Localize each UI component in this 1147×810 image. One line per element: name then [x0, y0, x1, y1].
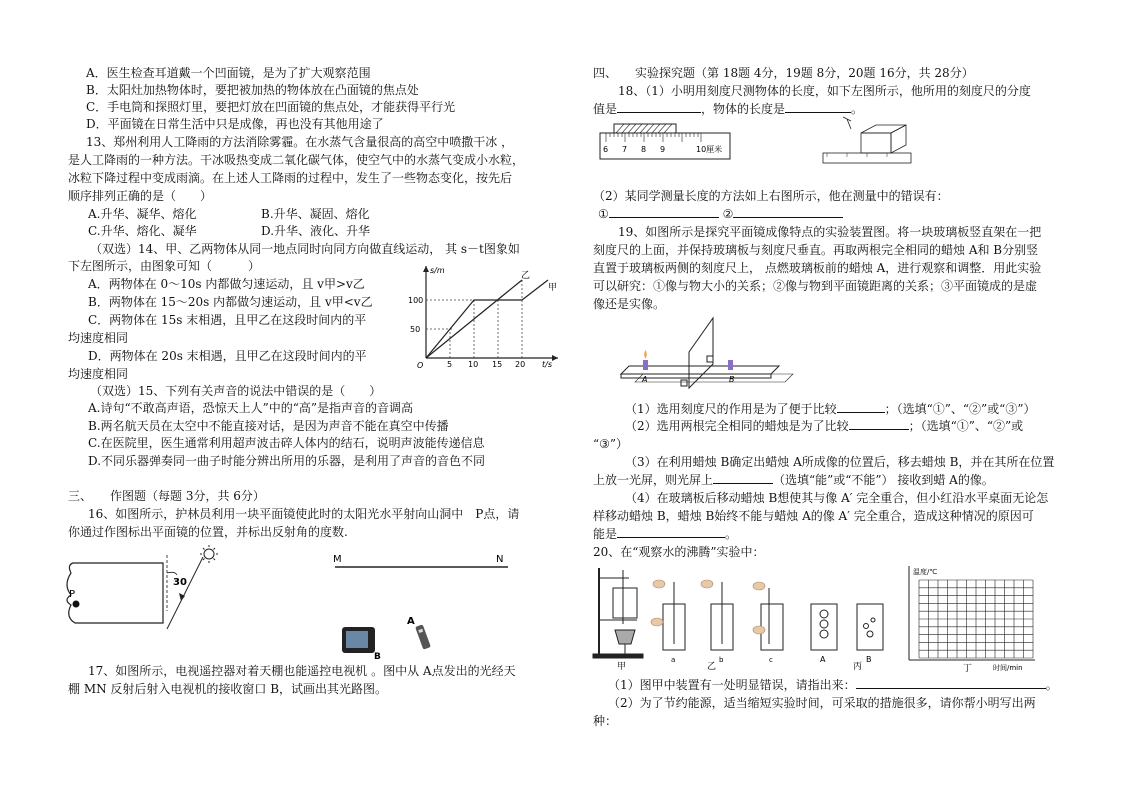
label-c-small: c: [769, 656, 773, 664]
q19-3-line-1: （3）在利用蜡烛 B确定出蜡烛 A所成像的位置后，移去蜡烛 B，并在其所在位置: [625, 455, 1055, 469]
candle-a: [643, 360, 648, 370]
st-xtick-5: 5: [447, 360, 453, 369]
q19-line-4: 可以研究：①像与物大小的关系；②像与物到平面镜距离的关系；③平面镜成的是虚: [593, 279, 1038, 293]
q14-line-1: （双选）14、甲、乙两物体从同一地点同时向同方向做直线运动， 其 s－t图象如: [90, 242, 520, 256]
candle-b-label: B: [729, 375, 735, 384]
st-xtick-10: 10: [468, 360, 479, 369]
q19-line-1: 19、如图所示是探究平面镜成像特点的实验装置图。将一块玻璃板竖直架在一把: [618, 225, 1042, 239]
st-xlabel: t/s: [542, 360, 552, 369]
tv-icon: [342, 627, 375, 653]
q19-line-2: 刻度尺的上面，并保持玻璃板与刻度尺垂直。再取两根完全相同的蜡烛 A和 B分别竖: [593, 243, 1039, 257]
beakers-bing: [811, 604, 883, 650]
ruler-label-9: 9: [660, 145, 666, 154]
label-a: A: [407, 616, 415, 627]
section-3-title: 三、 作图题（每题 3分，共 6分）: [68, 489, 265, 503]
q15-stem: （双选）15、下列有关声音的说法中错误的是（ ）: [90, 384, 382, 398]
q18-errors-line: ① ②: [598, 206, 843, 222]
q19-2: （2）选用两根完全相同的蜡烛是为了比较 ；（选填“①”、“②”或: [625, 419, 1024, 433]
q18-error-blank-2[interactable]: [733, 217, 843, 218]
q12-option-a: A．医生检查耳道戴一个凹面镜，是为了扩大观察范围: [86, 66, 371, 80]
cave-outline: [67, 563, 163, 623]
label-jia: 甲: [617, 662, 627, 672]
block-measure-figure: [821, 115, 916, 167]
q16-line-2: 你通过作图标出平面镜的位置，并标出反射角的度数.: [68, 525, 348, 539]
fig-16-17: [63, 545, 553, 662]
q14-option-a: A．两物体在 0～10s 内都做匀速运动，且 v甲>v乙: [88, 277, 365, 291]
q13-option-c: C.升华、熔化、凝华: [88, 224, 197, 238]
q14-option-d: D．两物体在 20s 末相遇，且甲乙在这段时间内的平: [88, 349, 367, 363]
q13-line-4: 顺序排列正确的是（ ）: [68, 189, 213, 203]
q13-line-3: 冰粒下降过程中变成雨滴。在上述人工降雨的过程中，发生了一些物态变化，按先后: [68, 171, 513, 185]
q18-line-1: 18、（1）小明用刻度尺测物体的长度，如下左图所示，他所用的刻度尺的分度: [618, 84, 1031, 98]
q14-option-c-cont: 均速度相同: [68, 331, 129, 345]
q19-2-blank[interactable]: [849, 429, 909, 430]
label-m: M: [333, 554, 342, 565]
q19-2-cont: “③”）: [593, 437, 629, 451]
st-xtick-15: 15: [492, 360, 503, 369]
q19-line-3: 直置于玻璃板两侧的刻度尺上， 点燃玻璃板前的蜡烛 A，进行观察和调整．用此实验: [593, 261, 1042, 275]
q14-option-d-cont: 均速度相同: [68, 367, 129, 381]
st-line-yi: [426, 280, 522, 358]
point-p: [73, 601, 80, 608]
sun-icon: [200, 545, 218, 563]
q19-3-line-2: 上放一光屏，则光屏上 （选填“能”或“不能”） 接收到蜡 A的像。: [593, 473, 994, 487]
q20-1: （1）图甲中装置有一处明显错误，请指出来： 。: [608, 678, 1058, 692]
q12-option-d: D．平面镜在日常生活中只是成像，再也没有其他用途了: [86, 117, 384, 131]
stand-apparatus: [593, 568, 643, 658]
st-line-jia: [426, 280, 548, 358]
q13-option-a: A.升华、凝华、熔化: [88, 207, 197, 221]
grid-xlabel: 时间/min: [993, 664, 1023, 672]
q14-option-b: B．两物体在 15～20s 内都做匀速运动，且 v甲<v乙: [88, 295, 373, 309]
ruler-label-7: 7: [622, 145, 628, 154]
q18-blank-2[interactable]: [785, 112, 851, 113]
q13-option-b: B.升华、凝固、熔化: [261, 207, 370, 221]
st-ytick-50: 50: [410, 325, 421, 334]
q20-1-blank[interactable]: [856, 688, 1046, 689]
q19-1-blank[interactable]: [837, 412, 885, 413]
q14-line-2: 下左图所示，由图象可知（ ）: [68, 259, 261, 273]
q19-4-line-2: 样移动蜡烛 B，蜡烛 B始终不能与蜡烛 A的像 A′ 完全重合，造成这种情况的原因可: [593, 509, 1034, 523]
q17-line-2: 棚 MN 反射后射入电视机的接收窗口 B，试画出其光路图。: [68, 682, 388, 696]
label-big-a: A: [820, 655, 826, 664]
st-ylabel: s/m: [430, 266, 445, 275]
ruler-label-6: 6: [603, 145, 609, 154]
q18-blank-1[interactable]: [617, 112, 701, 113]
st-label-jia: 甲: [548, 283, 558, 293]
sun-ray: [167, 557, 203, 629]
q13-line-1: 13、郑州利用人工降雨的方法消除雾霾。在水蒸气含量很高的高空中喷撒干冰 ，: [86, 135, 514, 149]
ruler-label-8: 8: [641, 145, 647, 154]
st-graph: [408, 260, 563, 372]
q12-option-b: B．太阳灶加热物体时，要把被加热的物体放在凸面镜的焦点处: [86, 83, 419, 97]
label-n: N: [496, 554, 504, 565]
q19-4-line-3: 能是 。: [593, 527, 738, 541]
label-p: P: [69, 589, 76, 600]
label-ding: 丁: [963, 664, 973, 674]
q13-option-d: D.升华、液化、升华: [261, 224, 371, 238]
angle-label: 30: [173, 577, 187, 588]
fig-20: [593, 564, 1098, 672]
beakers-yi: [663, 582, 783, 650]
q19-3-blank[interactable]: [713, 483, 773, 484]
q12-option-c: C．手电筒和探照灯里，要把灯放在凹面镜的焦点处，才能获得平行光: [86, 100, 456, 114]
grid-lines: [919, 580, 1033, 658]
q20-stem: 20、在“观察水的沸腾”实验中：: [593, 545, 765, 559]
q15-option-b: B.两名航天员在太空中不能直接对话，是因为声音不能在真空中传播: [88, 419, 449, 433]
q19-1: （1）选用刻度尺的作用是为了便于比较 ；（选填“①”、“②”或“③”）: [625, 402, 1036, 416]
label-big-b: B: [866, 655, 872, 664]
st-xtick-20: 20: [515, 360, 526, 369]
q16-line-1: 16、如图所示，护林员利用一块平面镜使此时的太阳光水平射向山洞中 P点，请: [88, 507, 520, 521]
label-b: B: [374, 652, 381, 662]
hands: [651, 580, 765, 634]
q18-part2: （2）某同学测量长度的方法如上右图所示，他在测量中的错误有：: [593, 189, 949, 203]
section-4-title: 四、 实验探究题（第 18题 4分，19题 8分，20题 16分，共 28分）: [593, 66, 974, 80]
q18-error-blank-1[interactable]: [609, 217, 719, 218]
label-a-small: a: [671, 656, 676, 664]
q15-option-a: A.诗句“不敢高声语，恐惊天上人”中的“高”是指声音的音调高: [88, 401, 414, 415]
q20-2-line-2: 种：: [593, 714, 618, 728]
st-origin: O: [417, 361, 424, 370]
q13-line-2: 是人工降雨的一种方法。干冰吸热变成二氧化碳气体，使空气中的水蒸气变成小水粒，: [68, 153, 525, 167]
ruler-figure: [598, 122, 733, 162]
remote-icon: [415, 624, 431, 649]
q19-4-blank[interactable]: [617, 537, 725, 538]
q19-line-5: 像还是实像。: [593, 297, 666, 311]
ruler-label-10: 10厘米: [696, 145, 723, 154]
q15-option-c: C.在医院里，医生通常利用超声波击碎人体内的结石，说明声波能传递信息: [88, 436, 485, 450]
q15-option-d: D.不同乐器弹奏同一曲子时能分辨出所用的乐器，是利用了声音的音色不同: [88, 454, 486, 468]
label-b-small: b: [719, 656, 724, 664]
plane-mirror-setup: [621, 312, 801, 392]
st-ytick-100: 100: [408, 296, 424, 305]
q18-line-2: 值是 ，物体的长度是 。: [593, 102, 864, 116]
st-label-yi: 乙: [521, 271, 531, 281]
grid-ylabel: 温度/℃: [913, 568, 938, 576]
q17-line-1: 17、如图所示，电视遥控器对着天棚也能遥控电视机 。图中从 A点发出的光经天: [88, 664, 516, 678]
candle-a-label: A: [642, 375, 648, 384]
candle-b: [728, 360, 733, 370]
ruler-ticks: [606, 133, 701, 142]
label-yi: 乙: [707, 662, 717, 672]
q20-2-line-1: （2）为了节约能源，适当缩短实验时间，可采取的措施很多，请你帮小明写出两: [608, 696, 1036, 710]
q19-4-line-1: （4）在玻璃板后移动蜡烛 B想使其与像 A′ 完全重合，但小红沿水平桌面无论怎: [625, 491, 1049, 505]
q14-option-c: C．两物体在 15s 末相遇，且甲乙在这段时间内的平: [88, 313, 367, 327]
label-bing: 丙: [853, 662, 863, 672]
